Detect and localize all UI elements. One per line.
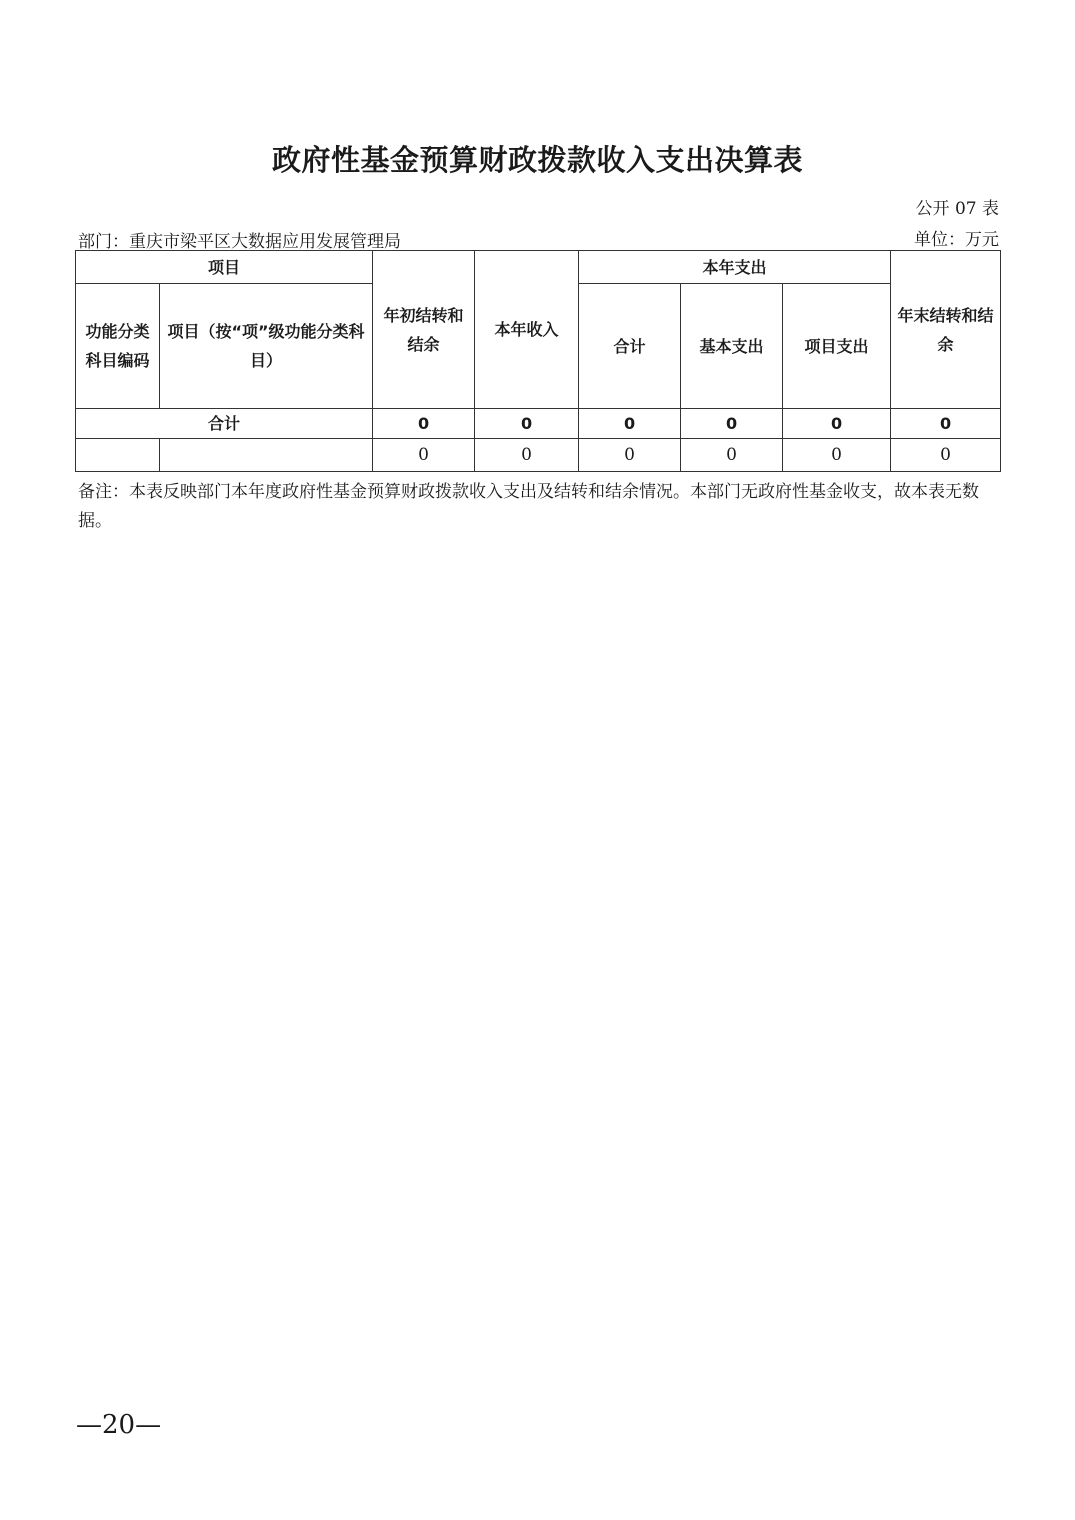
budget-table	[75, 250, 1001, 472]
row-project-expense: 0	[783, 439, 891, 472]
page-number: —20—	[76, 1410, 162, 1440]
page-title: 政府性基金预算财政拨款收入支出决算表	[271, 143, 803, 177]
total-expense-total: 0	[579, 409, 681, 439]
row-income: 0	[475, 439, 579, 472]
header-opening-balance: 年初结转和结余	[373, 251, 475, 409]
department-label: 部门：重庆市梁平区大数据应用发展管理局	[78, 232, 401, 252]
unit-label: 单位：万元	[914, 230, 999, 250]
table-row	[76, 439, 1001, 472]
row-expense-total: 0	[579, 439, 681, 472]
row-code	[76, 439, 160, 472]
total-basic-expense: 0	[681, 409, 783, 439]
header-project-expense: 项目支出	[783, 284, 891, 409]
row-opening: 0	[373, 439, 475, 472]
form-number: 公开 07 表	[915, 199, 999, 219]
total-project-expense: 0	[783, 409, 891, 439]
total-row	[76, 409, 1001, 439]
header-closing-balance: 年末结转和结余	[891, 251, 1001, 409]
total-income: 0	[475, 409, 579, 439]
header-row-1	[76, 251, 1001, 284]
row-basic-expense: 0	[681, 439, 783, 472]
footnote: 备注：本表反映部门本年度政府性基金预算财政拨款收入支出及结转和结余情况。本部门无政府性基金收支，故本表无数据。	[78, 482, 979, 531]
header-project: 项目	[76, 251, 373, 284]
total-opening: 0	[373, 409, 475, 439]
total-label: 合计	[76, 409, 373, 439]
header-expense-total: 合计	[579, 284, 681, 409]
row-closing: 0	[891, 439, 1001, 472]
header-basic-expense: 基本支出	[681, 284, 783, 409]
header-current-expense: 本年支出	[579, 251, 891, 284]
row-item	[160, 439, 373, 472]
header-current-income: 本年收入	[475, 251, 579, 409]
total-closing: 0	[891, 409, 1001, 439]
header-function-code: 功能分类科目编码	[76, 284, 160, 409]
header-item-name: 项目（按“项”级功能分类科目）	[160, 284, 373, 409]
